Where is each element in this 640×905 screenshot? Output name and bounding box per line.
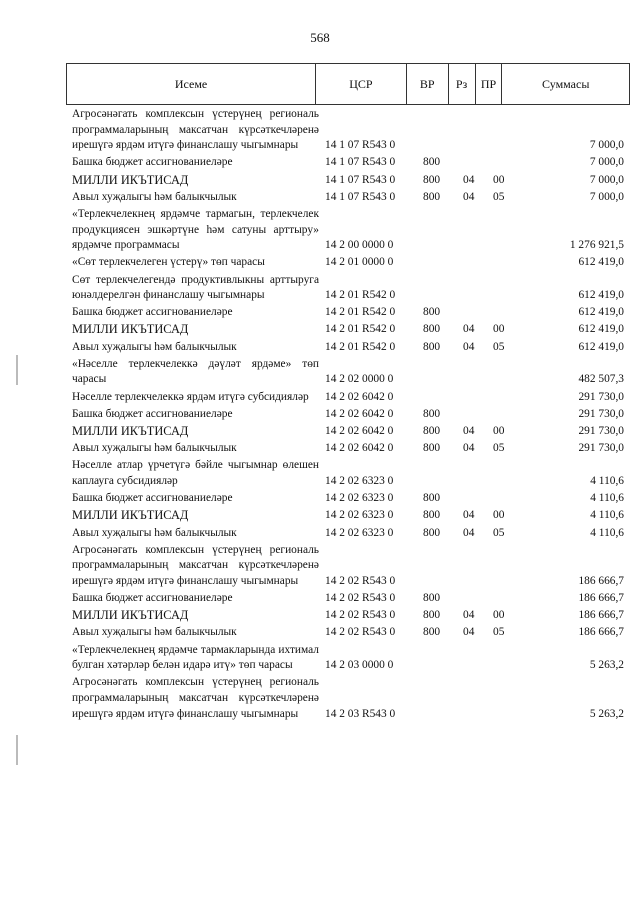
- cell-name: Сөт терлекчелегендә продуктивлыкны арттыруга юнәлдерелгән финанслашу чыгымнары: [72, 273, 319, 302]
- cell-csr: 14 2 02 6323 0: [325, 492, 394, 505]
- header-rz: Рз: [449, 64, 476, 104]
- cell-csr: 14 1 07 R543 0: [325, 156, 396, 169]
- table-row: [72, 543, 624, 590]
- cell-vr: 800: [423, 442, 441, 455]
- cell-vr: 800: [423, 425, 441, 437]
- cell-csr: 14 1 07 R543 0: [325, 139, 396, 152]
- cell-vr: 800: [423, 190, 441, 203]
- cell-vr: 800: [423, 156, 441, 169]
- cell-rz: 04: [463, 526, 475, 539]
- cell-name: «Терлекчелекнең ярдәмче тармакларында ихтимал булган хәтәрләр белән идарә итү» төп чарасы: [72, 643, 319, 672]
- cell-sum: 7 000,0: [589, 139, 624, 152]
- cell-csr: 14 2 02 6042 0: [325, 407, 394, 420]
- table-row: [72, 625, 624, 641]
- cell-sum: 4 110,6: [590, 474, 624, 487]
- cell-name: «Терлекчелекнең ярдәмче тармагын, терлекчелек продукциясен эшкәртүне һәм сатуны арттыру» ярдәмче программасы: [72, 207, 319, 252]
- cell-vr: 800: [423, 340, 441, 353]
- cell-vr: 800: [423, 592, 441, 605]
- cell-name: Башка бюджет ассигнованиеләре: [72, 592, 233, 605]
- cell-sum: 186 666,7: [578, 609, 624, 622]
- table-row: [72, 491, 624, 507]
- cell-sum: 612 419,0: [578, 323, 624, 336]
- cell-csr: 14 2 02 6042 0: [325, 390, 394, 403]
- table-row: [72, 190, 624, 206]
- cell-name: Агросәнәгать комплексын үстерүнең региональ программаларының максатчан күрсәткечләренә ирешүгә ярдәм итүгә финанслашу чыгымнары: [72, 543, 319, 587]
- cell-pr: 00: [493, 425, 505, 437]
- cell-rz: 04: [463, 626, 475, 639]
- cell-csr: 14 2 01 R542 0: [325, 289, 396, 302]
- cell-csr: 14 2 02 R543 0: [325, 574, 396, 587]
- table-row: [72, 155, 624, 171]
- cell-vr: 800: [423, 609, 441, 622]
- table-header: [66, 63, 630, 105]
- cell-vr: 800: [423, 407, 441, 420]
- cell-sum: 5 263,2: [589, 659, 624, 672]
- cell-csr: 14 2 02 R543 0: [325, 609, 396, 622]
- cell-vr: 800: [423, 323, 441, 336]
- cell-rz: 04: [463, 323, 475, 336]
- table-row: [72, 357, 624, 388]
- cell-sum: 186 666,7: [578, 574, 624, 587]
- cell-csr: 14 2 02 0000 0: [325, 373, 394, 386]
- cell-csr: 14 2 02 6323 0: [325, 509, 394, 522]
- table-row: [72, 255, 624, 271]
- cell-csr: 14 2 01 R542 0: [325, 323, 396, 336]
- cell-pr: 05: [493, 626, 505, 639]
- page-number: 568: [310, 30, 330, 45]
- cell-sum: 291 730,0: [578, 442, 624, 455]
- header-csr: ЦСР: [316, 64, 407, 104]
- cell-sum: 186 666,7: [578, 592, 624, 605]
- cell-name: Авыл хуҗалыгы һәм балыкчылык: [72, 442, 237, 455]
- cell-name: Агросәнәгать комплексын үстерүнең региональ программаларының максатчан күрсәткечләренә ирешүгә ярдәм итүгә финанслашу чыгымнары: [72, 676, 319, 720]
- header-vr: ВР: [407, 64, 449, 104]
- table-row: [72, 441, 624, 457]
- cell-rz: 04: [463, 173, 475, 186]
- cell-vr: 800: [423, 509, 441, 522]
- cell-name: Нәселле атлар үрчетүгә бәйле чыгымнар өлешен каплауга субсидияләр: [72, 459, 319, 487]
- table-row: [72, 322, 624, 338]
- cell-sum: 612 419,0: [578, 256, 624, 269]
- cell-name: МИЛЛИ ИКЪТИСАД: [72, 424, 189, 438]
- cell-name: МИЛЛИ ИКЪТИСАД: [72, 172, 189, 187]
- cell-csr: 14 2 01 R542 0: [325, 306, 396, 319]
- cell-name: Авыл хуҗалыгы һәм балыкчылык: [72, 526, 237, 539]
- cell-name: МИЛЛИ ИКЪТИСАД: [72, 508, 189, 523]
- cell-name: «Сөт терлекчелеген үстерү» төп чарасы: [72, 256, 265, 269]
- table-row: [72, 305, 624, 321]
- table-row: [72, 508, 624, 524]
- cell-sum: 291 730,0: [578, 425, 624, 437]
- cell-pr: 05: [493, 442, 505, 455]
- cell-name: Нәселле терлекчелеккә ярдәм итүгә субсидияләр: [72, 390, 309, 403]
- table-row: [72, 207, 624, 254]
- margin-mark: [16, 735, 18, 765]
- cell-name: Башка бюджет ассигнованиеләре: [72, 407, 233, 420]
- header-pr: ПР: [476, 64, 503, 104]
- cell-vr: 800: [423, 526, 441, 539]
- cell-pr: 05: [493, 190, 505, 203]
- cell-sum: 612 419,0: [578, 306, 624, 319]
- cell-csr: 14 2 02 6323 0: [325, 474, 394, 487]
- table-row: [72, 608, 624, 624]
- cell-name: Авыл хуҗалыгы һәм балыкчылык: [72, 190, 237, 203]
- cell-name: Башка бюджет ассигнованиеләре: [72, 492, 233, 505]
- cell-csr: 14 2 02 R543 0: [325, 626, 396, 639]
- cell-rz: 04: [463, 340, 475, 353]
- cell-name: Башка бюджет ассигнованиеләре: [72, 306, 233, 319]
- table-row: [72, 273, 624, 304]
- cell-sum: 4 110,6: [590, 492, 624, 505]
- cell-vr: 800: [423, 306, 441, 319]
- cell-sum: 4 110,6: [590, 509, 624, 522]
- cell-sum: 186 666,7: [578, 626, 624, 639]
- table-row: [72, 107, 624, 154]
- cell-sum: 612 419,0: [578, 289, 624, 302]
- cell-csr: 14 2 02 R543 0: [325, 592, 396, 605]
- table-row: [72, 173, 624, 189]
- cell-name: «Нәселле терлекчелеккә дәүләт ярдәме» төп чарасы: [72, 357, 319, 386]
- margin-mark: [16, 355, 18, 385]
- cell-vr: 800: [423, 492, 441, 505]
- cell-sum: 482 507,3: [578, 373, 624, 386]
- cell-csr: 14 1 07 R543 0: [325, 173, 396, 186]
- cell-vr: 800: [423, 173, 441, 186]
- cell-csr: 14 2 01 R542 0: [325, 340, 396, 353]
- header-name: Исеме: [67, 64, 316, 104]
- cell-sum: 7 000,0: [589, 156, 624, 169]
- cell-rz: 04: [463, 425, 475, 437]
- header-sum: Суммасы: [542, 76, 590, 91]
- cell-sum: 5 263,2: [589, 707, 624, 720]
- table-row: [72, 407, 624, 423]
- cell-csr: 14 2 03 0000 0: [325, 659, 394, 672]
- cell-csr: 14 2 02 6323 0: [325, 526, 394, 539]
- cell-pr: 05: [493, 526, 505, 539]
- table-row: [72, 340, 624, 356]
- table-body: [72, 107, 624, 724]
- table-row: [72, 526, 624, 542]
- cell-rz: 04: [463, 609, 475, 622]
- cell-sum: 1 276 921,5: [569, 239, 624, 252]
- cell-sum: 7 000,0: [589, 190, 624, 203]
- table-row: [72, 591, 624, 607]
- cell-csr: 14 1 07 R543 0: [325, 190, 396, 203]
- cell-name: МИЛЛИ ИКЪТИСАД: [72, 608, 189, 623]
- cell-pr: 00: [493, 509, 505, 522]
- cell-sum: 291 730,0: [578, 390, 624, 403]
- cell-name: МИЛЛИ ИКЪТИСАД: [72, 322, 189, 337]
- table-row: [72, 390, 624, 406]
- cell-sum: 612 419,0: [578, 340, 624, 353]
- cell-name: Авыл хуҗалыгы һәм балыкчылык: [72, 626, 237, 639]
- cell-sum: 291 730,0: [578, 407, 624, 420]
- cell-csr: 14 2 00 0000 0: [325, 239, 394, 252]
- cell-sum: 7 000,0: [589, 173, 624, 186]
- table-row: [72, 643, 624, 674]
- cell-pr: 00: [493, 609, 505, 622]
- cell-vr: 800: [423, 626, 441, 639]
- cell-csr: 14 2 02 6042 0: [325, 442, 394, 455]
- cell-name: Агросәнәгать комплексын үстерүнең региональ программаларының максатчан күрсәткечләренә ирешүгә ярдәм итүгә финанслашу чыгымнары: [72, 108, 319, 152]
- cell-name: Авыл хуҗалыгы һәм балыкчылык: [72, 340, 237, 353]
- cell-name: Башка бюджет ассигнованиеләре: [72, 156, 233, 169]
- table-row: [72, 424, 624, 440]
- cell-rz: 04: [463, 442, 475, 455]
- table-row: [72, 458, 624, 489]
- cell-pr: 00: [493, 173, 505, 186]
- cell-pr: 00: [493, 323, 505, 336]
- cell-rz: 04: [463, 509, 475, 522]
- cell-pr: 05: [493, 340, 505, 353]
- cell-csr: 14 2 01 0000 0: [325, 256, 394, 269]
- table-row: [72, 675, 624, 722]
- cell-rz: 04: [463, 190, 475, 203]
- cell-csr: 14 2 03 R543 0: [325, 707, 396, 720]
- cell-csr: 14 2 02 6042 0: [325, 425, 394, 437]
- cell-sum: 4 110,6: [590, 526, 624, 539]
